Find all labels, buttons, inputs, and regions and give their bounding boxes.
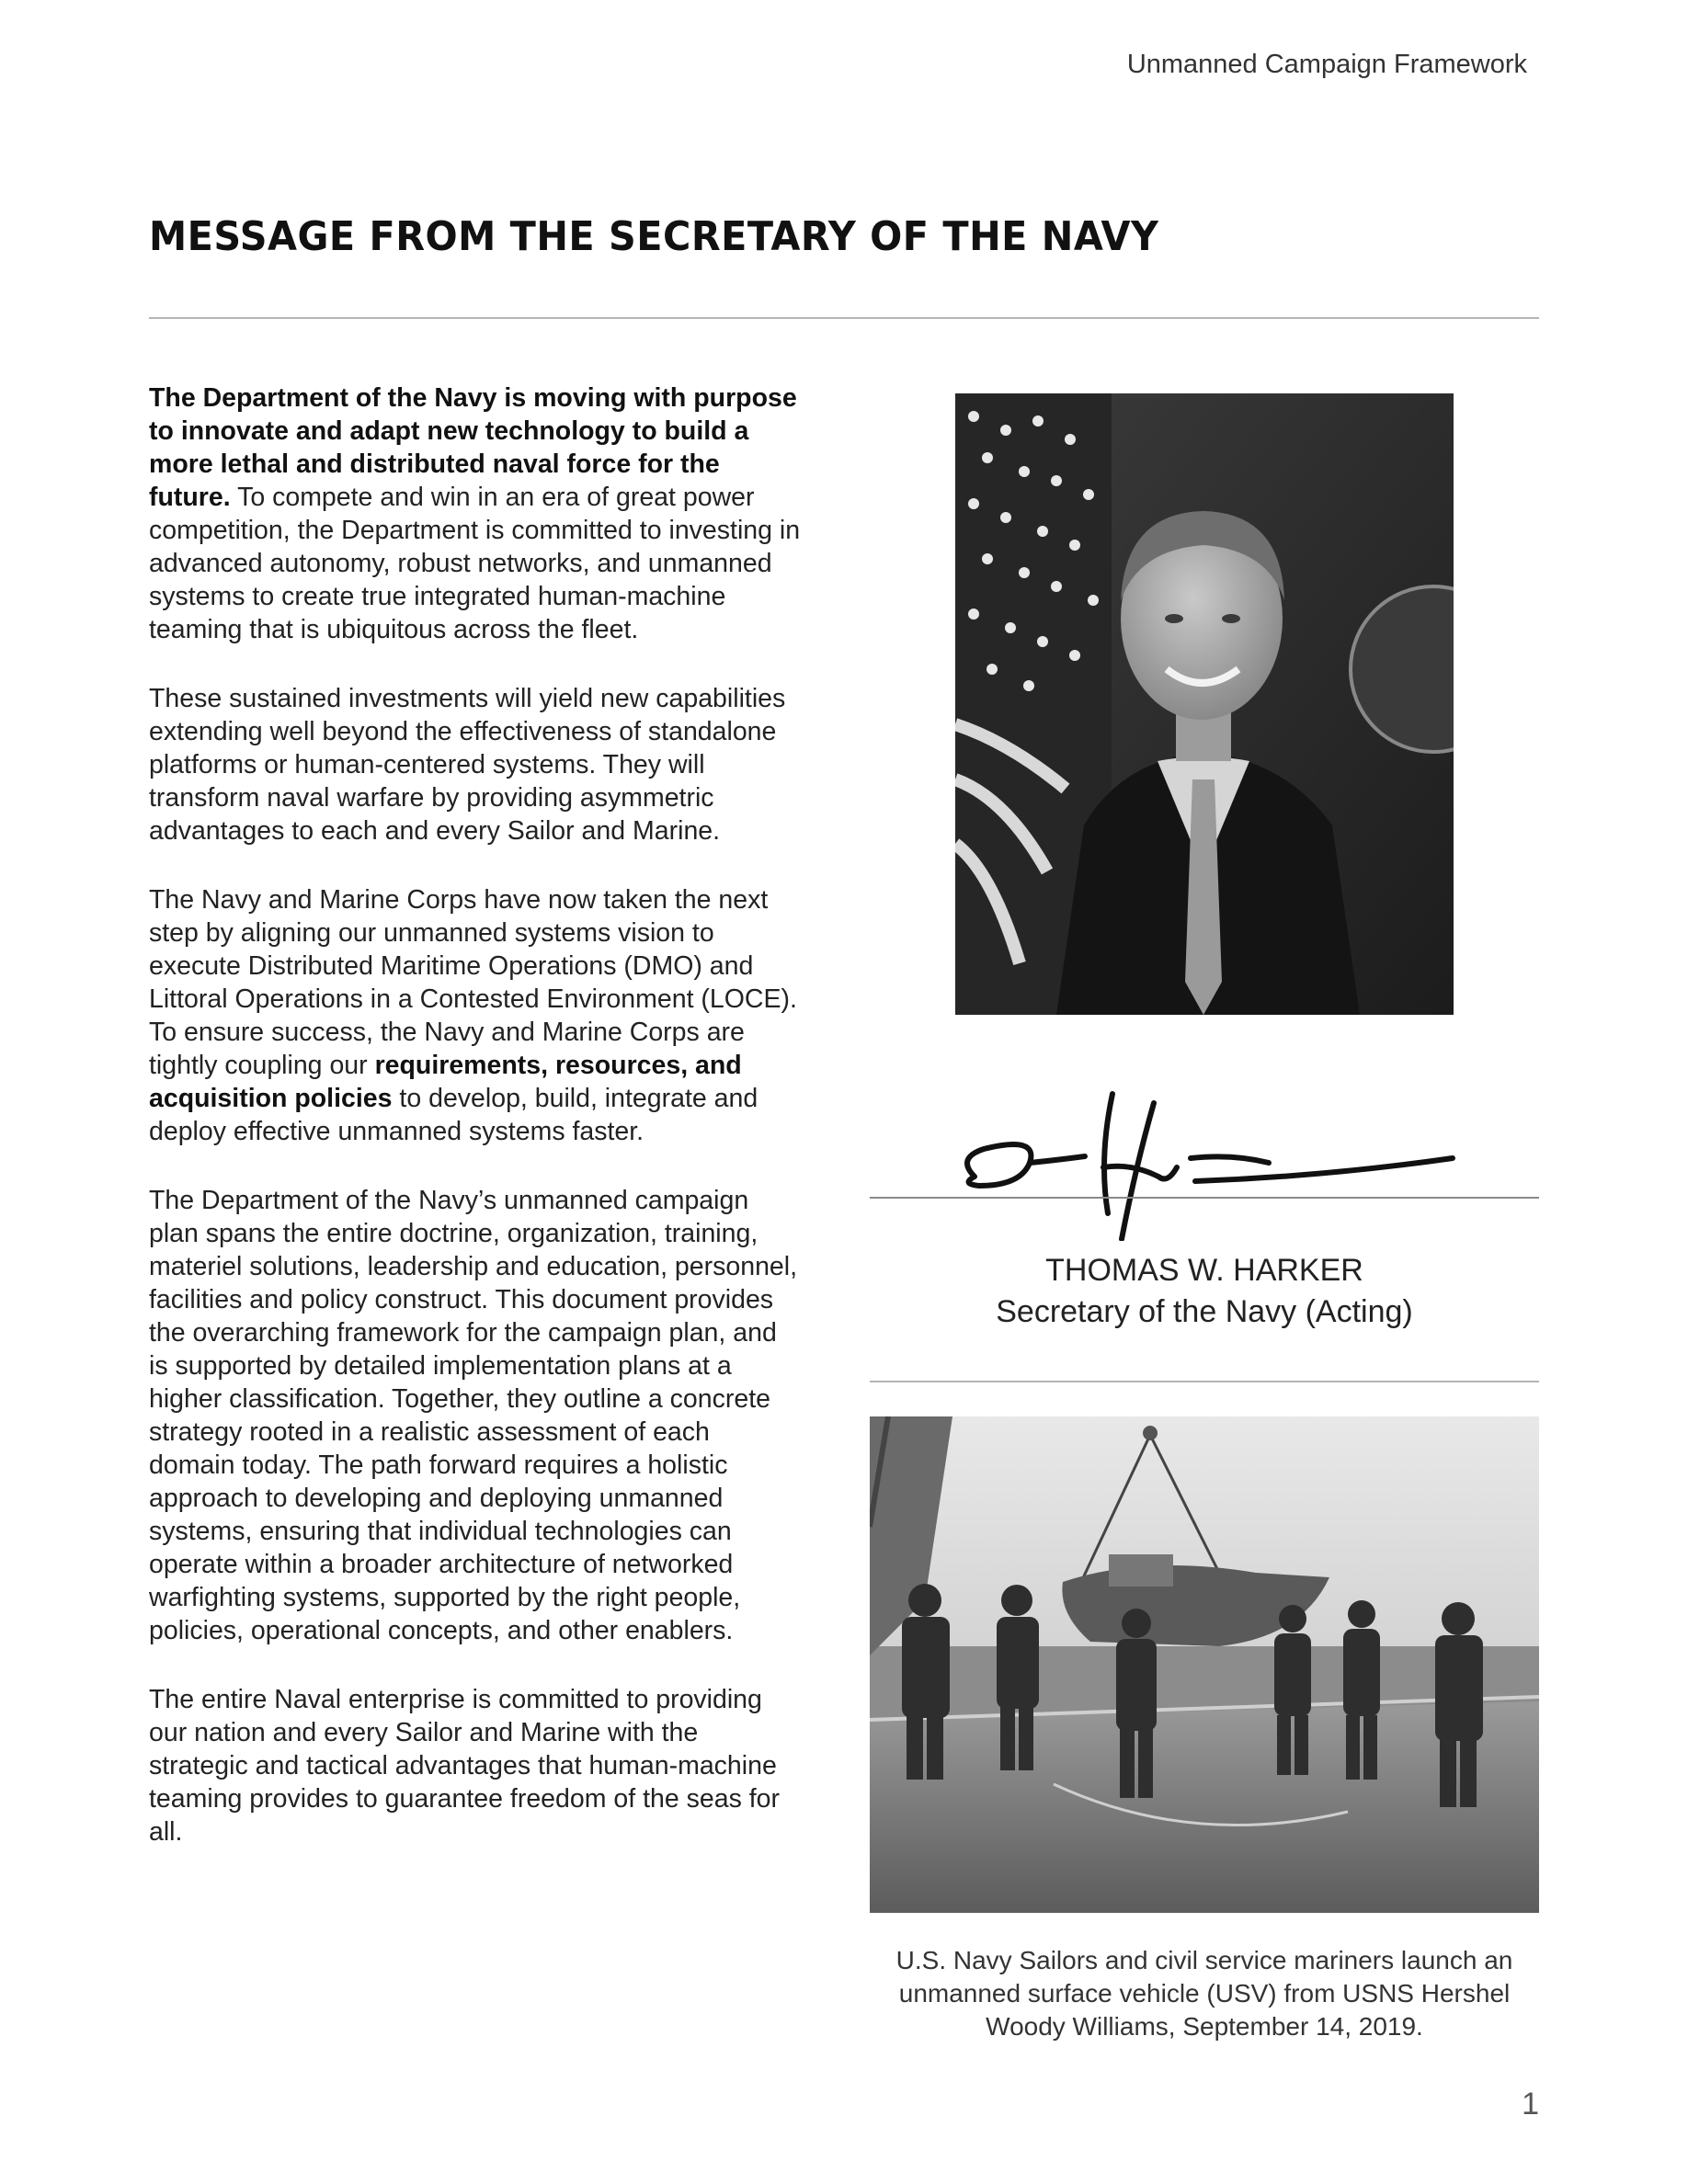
message-body [149, 381, 802, 1884]
usv-launch-photo [870, 1416, 1539, 1913]
signatory-name: THOMAS W. HARKER [1045, 1253, 1363, 1288]
signatory-block [870, 1250, 1539, 1333]
paragraph-4: The Department of the Navy’s unmanned campaign plan spans the entire doctrine, organization, training, materiel solutions, leadership and education, personnel, facilities and policy construct. This document provides the overarching framework for the campaign plan, and is supported by detailed implementation plans at a higher classification. Together, they outline a concrete strategy rooted in a realistic assessment of each domain today. The path forward requires a holistic approach to developing and deploying unmanned systems, ensuring that individual technologies can operate within a broader architecture of networked warfighting systems, supported by the right people, policies, operational concepts, and other enablers. [149, 1186, 798, 1645]
running-header: Unmanned Campaign Framework [1126, 50, 1527, 79]
paragraph-5: The entire Naval enterprise is committed to providing our nation and every Sailor and Marine with the strategic and tactical advantages that human-machine teaming provides to guarantee freedom of the seas for all. [149, 1685, 780, 1847]
page-title: MESSAGE FROM THE SECRETARY OF THE NAVY [149, 213, 1159, 260]
paragraph-1-text: To compete and win in an era of great power competition, the Department is committed to investing in advanced autonomy, robust networks, and unmanned systems to create true integrated human-machine teaming that is ubiquitous across the fleet. [149, 483, 801, 644]
signature-image [938, 1075, 1471, 1241]
section-divider [870, 1381, 1539, 1382]
paragraph-3-emphasis: requirements, resources, and acquisition policies [149, 1051, 742, 1113]
secretary-portrait-photo [955, 393, 1454, 1015]
paragraph-3-text-b: to develop, build, integrate and deploy effective unmanned systems faster. [149, 1084, 758, 1146]
page-number: 1 [1522, 2087, 1539, 2121]
title-divider [149, 317, 1539, 319]
paragraph-1 [149, 381, 802, 646]
photo-caption: U.S. Navy Sailors and civil service mariners launch an unmanned surface vehicle (USV) from USNS Hershel Woody Williams, September 14, 2019. [895, 1946, 1513, 2041]
signatory-title: Secretary of the Navy (Acting) [996, 1294, 1413, 1329]
signature-line [870, 1197, 1539, 1199]
paragraph-3 [149, 883, 802, 1148]
lead-sentence: The Department of the Navy is moving with purpose to innovate and adapt new technology to build a more lethal and distributed naval force for the future. [149, 383, 797, 512]
paragraph-3-text-a: The Navy and Marine Corps have now taken the next step by aligning our unmanned systems vision to execute Distributed Maritime Operations (DMO) and Littoral Operations in a Contested Environment (LOCE). To ensure success, the Navy and Marine Corps are tightly coupling our [149, 885, 797, 1080]
paragraph-2: These sustained investments will yield new capabilities extending well beyond the effectiveness of standalone platforms or human-centered systems. They will transform naval warfare by providing asymmetric advantages to each and every Sailor and Marine. [149, 684, 786, 846]
